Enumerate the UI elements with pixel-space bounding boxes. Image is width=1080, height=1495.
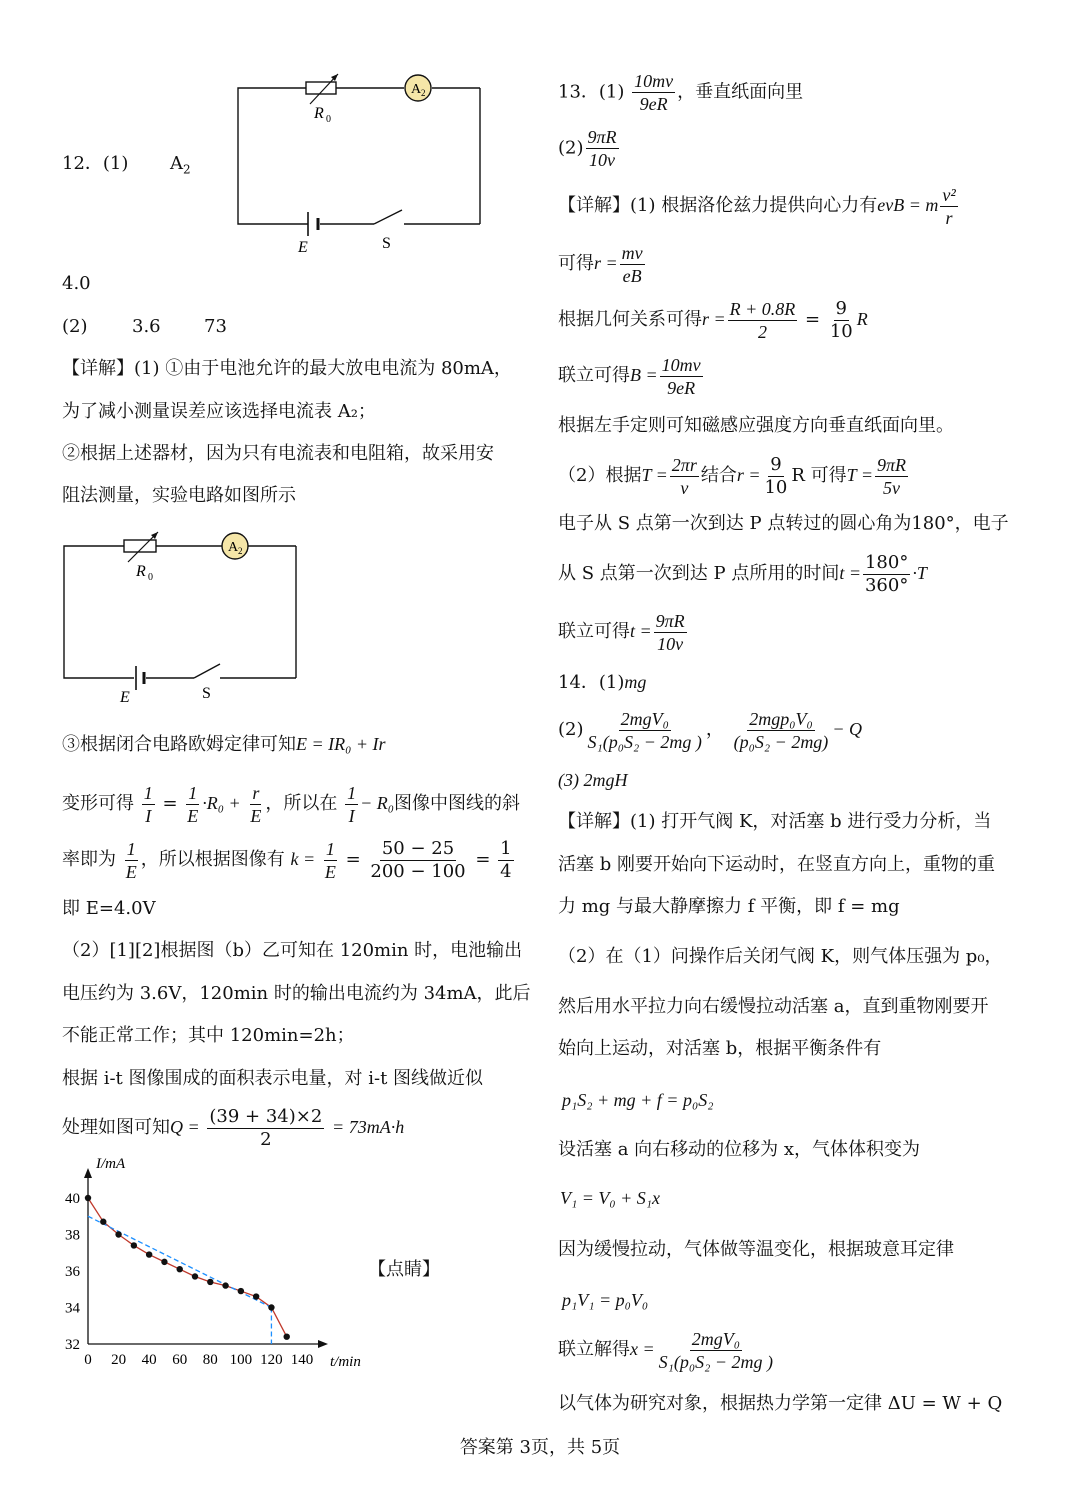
x-tick-label: 40 — [141, 1352, 157, 1368]
data-point — [192, 1273, 198, 1279]
q14-detail-3: 力 mg 与最大静摩擦力 f 平衡，即 f = mg — [558, 896, 900, 917]
q14-eq-balance: p₁S₂ + mg + f = p₀S₂ — [562, 1090, 714, 1110]
y-tick-label: 36 — [65, 1264, 80, 1280]
q13-2-line: (2) $\frac{9\pi R}{10v}$ — [558, 127, 617, 170]
data-point — [100, 1219, 106, 1225]
detail-line-3: ②根据上述器材，因为只有电流表和电阻箱，故采用安 — [62, 443, 494, 464]
q13-detail-4: 联立可得B = $\frac{10mv}{9eR}$ — [558, 354, 701, 398]
q14-detail-6: 始向上运动，对活塞 b，根据平衡条件有 — [558, 1038, 882, 1059]
q14-eq-solve: 联立解得x = $\frac{\text{2mgV₀}}{\text{S₁(p₀S₂ − 2mg )}}$ — [558, 1328, 774, 1372]
current-time-chart — [60, 1156, 380, 1392]
q14-detail-5: 然后用水平拉力向右缓慢拉动活塞 a，直到重物刚要开 — [558, 996, 989, 1017]
data-point — [253, 1293, 259, 1299]
y-tick-label: 34 — [65, 1300, 80, 1317]
x-tick-label: 20 — [111, 1352, 127, 1368]
detail-line-4: 阻法测量，实验电路如图所示 — [62, 485, 296, 506]
q14-detail-4: （2）在（1）问操作后关闭气阀 K，则气体压强为 p₀， — [558, 946, 1003, 967]
q12-1-answer-emf: 4.0 — [62, 273, 91, 294]
q13-detail-2: 可得r = $\frac{mv}{eB}$ — [558, 242, 643, 286]
measured-curve — [88, 1198, 287, 1337]
circuit-diagram-detail — [62, 530, 312, 706]
q14-eq-volume: V₁ = V₀ + S₁x — [560, 1188, 661, 1208]
slope-result: 即 E=4.0V — [62, 898, 156, 919]
transform-line: 变形可得 $\frac{1}{I}$ = $\frac{1}{E}$ ·R₀ + $\frac{r}{E}$ ，所以在 $\frac{1}{I}$ − R₀图像中图线的斜 — [62, 782, 521, 826]
y-tick-label: 32 — [65, 1337, 80, 1353]
q13-detail-8: 从 S 点第一次到达 P 点所用的时间t = $\frac{180^\circ}{360^\circ}$ ·T — [558, 551, 927, 596]
q13-1-line: 13．(1) $\frac{10mv}{9eR}$ ，垂直纸面向里 — [558, 71, 804, 114]
ammeter-sub-2: 2 — [238, 546, 243, 556]
slope-line: 率即为 $\frac{1}{E}$ ，所以根据图像有 k = $\frac{1}{E}$ = $\frac{50 - 25}{200 - 100}$ = $\frac{1}{4}$ — [62, 837, 512, 882]
detail-line-2: 为了减小测量误差应该选择电流表 A₂； — [62, 401, 376, 422]
q12-1-label: 12．(1) — [62, 153, 129, 174]
q14-2-line: (2) $\frac{\text{2mgV₀}}{\text{S₁(p₀S₂ − 2mg )}}$ ， $\frac{\text{2mgp₀V₀}}{\text{(p₀S₂ − 2mg)}}$ − Q — [558, 708, 862, 752]
x-tick-label: 140 — [290, 1352, 314, 1368]
resistor-sub-2: 0 — [148, 572, 153, 583]
x-tick-label: 80 — [202, 1352, 218, 1368]
charge-equation: 处理如图可知Q = $\frac{(39 + 34)\times 2}{2}$ = 73mA·h — [62, 1105, 405, 1150]
x-axis-arrow — [318, 1340, 328, 1348]
q14-detail-1: 【详解】(1) 打开气阀 K，对活塞 b 进行受力分析，当 — [558, 811, 992, 832]
data-point — [284, 1334, 290, 1340]
q14-detail-2: 活塞 b 刚要开始向下运动时，在竖直方向上，重物的重 — [558, 854, 995, 875]
q13-detail-1: 【详解】(1) 根据洛伦兹力提供向心力有evB = m $\frac{\text{v²}}{r}$ — [558, 184, 956, 228]
q12-1-answer-ammeter: $A_2$ — [170, 153, 191, 177]
q14-detail-13: 以气体为研究对象，根据热力学第一定律 ΔU = W + Q — [558, 1393, 1003, 1414]
x-tick-label: 100 — [229, 1352, 253, 1368]
x-tick-label: 120 — [260, 1352, 283, 1368]
step3-line: ③根据闭合电路欧姆定律可知E = IR₀ + Ir — [62, 734, 386, 755]
switch-label: S — [382, 235, 391, 252]
data-point — [238, 1288, 244, 1294]
x-tick-label: 0 — [84, 1352, 92, 1368]
data-point — [115, 1231, 121, 1237]
y-tick-label: 40 — [65, 1191, 80, 1207]
resistor-sub: 0 — [326, 114, 331, 125]
detail-line-1: 【详解】(1) ①由于电池允许的最大放电电流为 80mA， — [62, 358, 512, 379]
data-point — [268, 1304, 274, 1310]
q13-detail-3: 根据几何关系可得r = $\frac{R + 0.8R}{2}$ = $\frac{9}{10}$ R — [558, 297, 868, 342]
ammeter-sub: 2 — [421, 88, 426, 98]
q14-detail-10: 因为缓慢拉动，气体做等温变化，根据玻意耳定律 — [558, 1239, 954, 1260]
ammeter-label-2: A — [228, 540, 239, 555]
battery-label: E — [298, 239, 308, 256]
x-tick-label: 60 — [172, 1352, 188, 1368]
dianjing-label: 【点睛】 — [368, 1259, 440, 1280]
y-axis-arrow — [84, 1168, 92, 1178]
part2-line-4: 根据 i-t 图像围成的面积表示电量，对 i-t 图线做近似 — [62, 1068, 484, 1089]
battery-label-2: E — [120, 689, 130, 706]
y-axis-label: I/mA — [96, 1156, 126, 1172]
data-point — [146, 1251, 152, 1257]
q12-2-label: (2) — [62, 316, 88, 337]
y-tick-label: 38 — [65, 1227, 80, 1244]
q13-detail-9: 联立可得t = $\frac{9\pi R}{10v}$ — [558, 610, 685, 654]
data-point — [207, 1279, 213, 1285]
resistor-label-2: R — [136, 563, 146, 580]
ammeter-label: A — [411, 82, 422, 97]
data-point — [222, 1282, 228, 1288]
q13-detail-5: 根据左手定则可知磁感应强度方向垂直纸面向里。 — [558, 415, 954, 436]
q13-detail-7: 电子从 S 点第一次到达 P 点转过的圆心角为180°，电子 — [558, 513, 1009, 534]
q14-1-line: 14．(1)mg — [558, 672, 647, 693]
data-point — [161, 1259, 167, 1265]
q13-detail-6: （2）根据T = $\frac{2\pi r}{v}$ 结合r = $\frac{9}{10}$ R 可得T = $\frac{9\pi R}{5v}$ — [558, 453, 907, 498]
q12-2-answer-voltage: 3.6 — [132, 316, 161, 337]
q14-3-line: (3) 2mgH — [558, 770, 628, 790]
circuit-diagram-top — [236, 72, 486, 256]
switch-label-2: S — [202, 685, 211, 702]
data-point — [85, 1195, 91, 1201]
part2-line-1: （2）[1][2]根据图（b）乙可知在 120min 时，电池输出 — [62, 940, 523, 961]
resistor-label: R — [314, 105, 324, 122]
q14-detail-8: 设活塞 a 向右移动的位移为 x，气体体积变为 — [558, 1139, 921, 1160]
q14-eq-boyle: p₁V₁ = p₀V₀ — [562, 1290, 649, 1310]
page-footer: 答案第 3页，共 5页 — [459, 1437, 621, 1458]
part2-line-2: 电压约为 3.6V，120min 时的输出电流约为 34mA，此后 — [62, 983, 531, 1004]
x-axis-label: t/min — [330, 1354, 361, 1370]
data-point — [131, 1242, 137, 1248]
approx-line — [88, 1216, 271, 1307]
q12-2-answer-charge: 73 — [204, 316, 227, 337]
data-point — [177, 1266, 183, 1272]
part2-line-3: 不能正常工作；其中 120min=2h； — [62, 1025, 355, 1046]
